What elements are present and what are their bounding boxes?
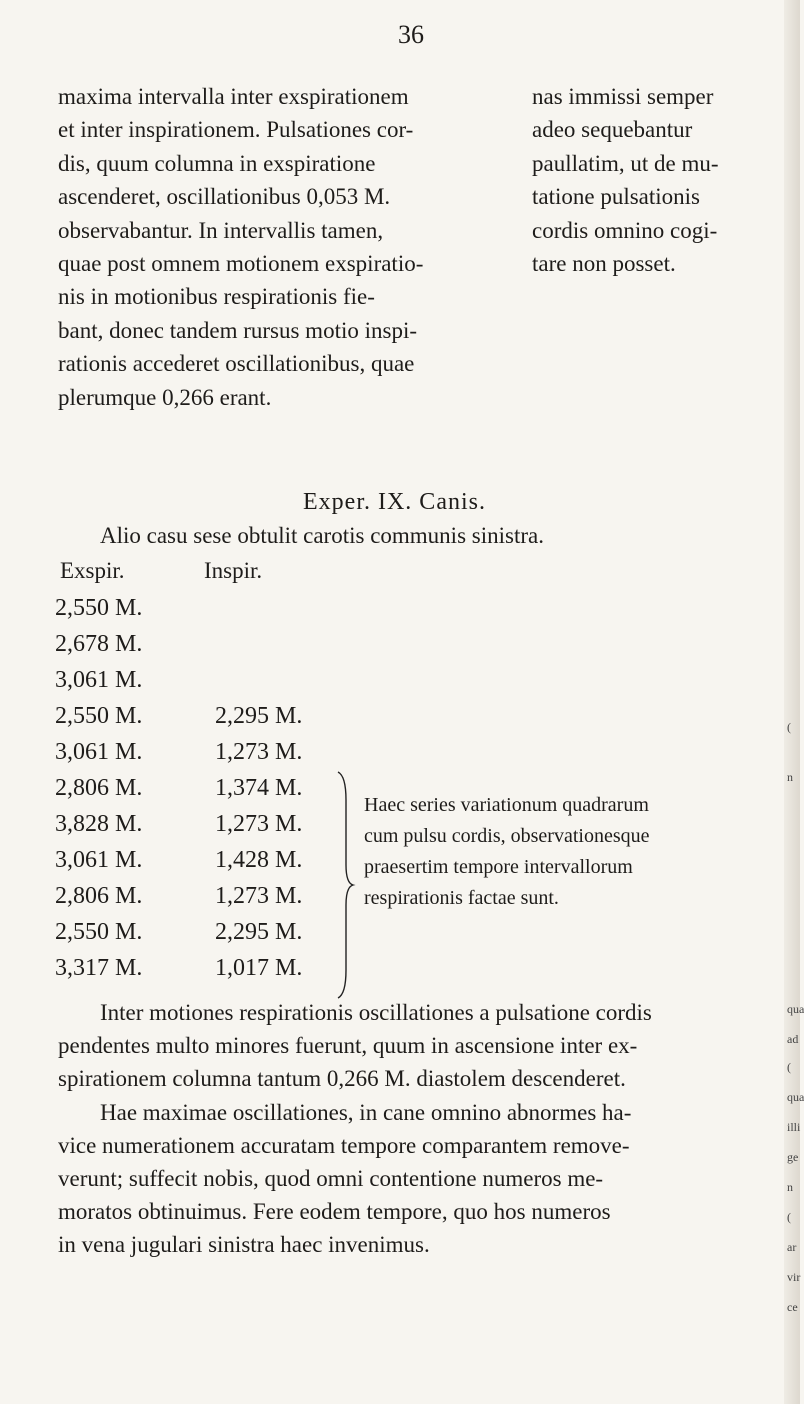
text-line: tare non posset.: [532, 251, 676, 277]
table-row: [55, 914, 355, 950]
inspir-value: [215, 662, 355, 698]
inspir-value: 2,295 M.: [215, 919, 303, 945]
edge-fragment: illi: [787, 1120, 801, 1134]
table-header-exspir: Exspir.: [60, 558, 125, 583]
text-line: Hae maximae oscillationes, in cane omnino abnormes ha-: [100, 1099, 632, 1125]
text-line: nas immissi semper: [532, 84, 714, 109]
table-row: [55, 806, 355, 842]
edge-fragment: n: [787, 1180, 793, 1194]
text-line: observabantur. In intervallis tamen,: [58, 217, 384, 243]
note-line: Haec series variationum quadrarum: [364, 794, 649, 816]
text-line: cordis omnino cogi-: [532, 217, 718, 243]
exspir-value: 3,061 M.: [55, 667, 143, 693]
note-line: respirationis factae sunt.: [364, 887, 559, 909]
text-line: bant, donec tandem rursus motio inspi-: [58, 317, 417, 343]
text-line: moratos obtinuimus. Fere eodem tempore, quo hos numeros: [58, 1199, 611, 1225]
edge-fragment: n: [787, 770, 793, 784]
exspir-value: 3,061 M.: [55, 739, 143, 765]
text-line: quae post omnem motionem exspiratio-: [58, 251, 424, 277]
text-line: plerumque 0,266 erant.: [58, 384, 272, 410]
table-row: [55, 698, 355, 734]
inspir-value: 1,428 M.: [215, 847, 303, 873]
exspir-value: 3,317 M.: [55, 955, 143, 981]
edge-fragment: ge: [787, 1150, 799, 1164]
text-line: in vena jugulari sinistra haec invenimus.: [58, 1232, 430, 1258]
edge-fragment: qua: [787, 1090, 804, 1104]
table-row: [55, 950, 355, 986]
edge-fragment: vir: [787, 1270, 801, 1284]
table-row: [55, 878, 355, 914]
text-line: dis, quum columna in exspiratione: [58, 150, 376, 176]
edge-fragment: ce: [787, 1300, 798, 1314]
exspir-value: 2,550 M.: [55, 595, 143, 621]
edge-fragment: (: [787, 720, 791, 734]
table-header-inspir: Inspir.: [204, 558, 263, 583]
note-line: praesertim tempore intervallorum: [364, 856, 633, 878]
inspir-value: 1,374 M.: [215, 775, 303, 801]
exspir-value: 2,806 M.: [55, 883, 143, 909]
exspir-value: 2,550 M.: [55, 919, 143, 945]
experiment-title: Exper. IX. Canis.: [303, 489, 486, 515]
edge-fragment: qua: [787, 1002, 804, 1016]
text-line: vice numerationem accuratam tempore comparantem remove-: [58, 1132, 630, 1158]
curly-brace-icon: [336, 770, 354, 1000]
exspir-value: 3,061 M.: [55, 847, 143, 873]
text-line: et inter inspirationem. Pulsationes cor-: [58, 117, 414, 143]
exspir-value: 2,806 M.: [55, 775, 143, 801]
text-line: tatione pulsationis: [532, 184, 701, 210]
inspir-value: 1,273 M.: [215, 883, 303, 909]
exspir-value: 2,678 M.: [55, 631, 143, 657]
edge-fragment: (: [787, 1210, 791, 1224]
inspir-value: 2,295 M.: [215, 703, 303, 729]
table-row: [55, 734, 355, 770]
table-row: [55, 770, 355, 806]
inspir-value: [215, 626, 355, 662]
inspir-value: [215, 590, 355, 626]
side-note: [364, 790, 779, 914]
text-line: maxima intervalla inter exspirationem: [58, 84, 409, 109]
text-line: adeo sequebantur: [532, 117, 693, 143]
text-line: pendentes multo minores fuerunt, quum in ascensione inter ex-: [58, 1033, 638, 1059]
text-line: nis in motionibus respirationis fie-: [58, 284, 375, 310]
inspir-value: 1,273 M.: [215, 739, 303, 765]
table-row: [55, 590, 355, 626]
text-line: ascenderet, oscillationibus 0,053 M.: [58, 184, 391, 210]
table-row: [55, 662, 355, 698]
text-line: paullatim, ut de mu-: [532, 150, 719, 176]
text-line: spirationem columna tantum 0,266 M. diastolem descenderet.: [58, 1066, 626, 1092]
table-row: [55, 842, 355, 878]
note-line: cum pulsu cordis, observationesque: [364, 825, 650, 847]
edge-fragment: ar: [787, 1240, 797, 1254]
table-row: [55, 626, 355, 662]
text-line: rationis accederet oscillationibus, quae: [58, 351, 415, 377]
inspir-value: 1,273 M.: [215, 811, 303, 837]
exspir-value: 2,550 M.: [55, 703, 143, 729]
edge-fragment: ad: [787, 1032, 799, 1046]
body-paragraph: [58, 996, 788, 1262]
edge-fragment: (: [787, 1060, 791, 1074]
exspir-value: 3,828 M.: [55, 811, 143, 837]
text-line: verunt; suffecit nobis, quod omni contentione numeros me-: [58, 1166, 604, 1192]
measurement-table: [55, 590, 355, 986]
intro-sentence: Alio casu sese obtulit carotis communis sinistra.: [100, 523, 544, 548]
page-number: 36: [398, 20, 424, 49]
left-text-column: [58, 80, 518, 414]
text-line: Inter motiones respirationis oscillationes a pulsatione cordis: [100, 1000, 652, 1025]
inspir-value: 1,017 M.: [215, 955, 303, 981]
right-text-column: [532, 80, 782, 280]
